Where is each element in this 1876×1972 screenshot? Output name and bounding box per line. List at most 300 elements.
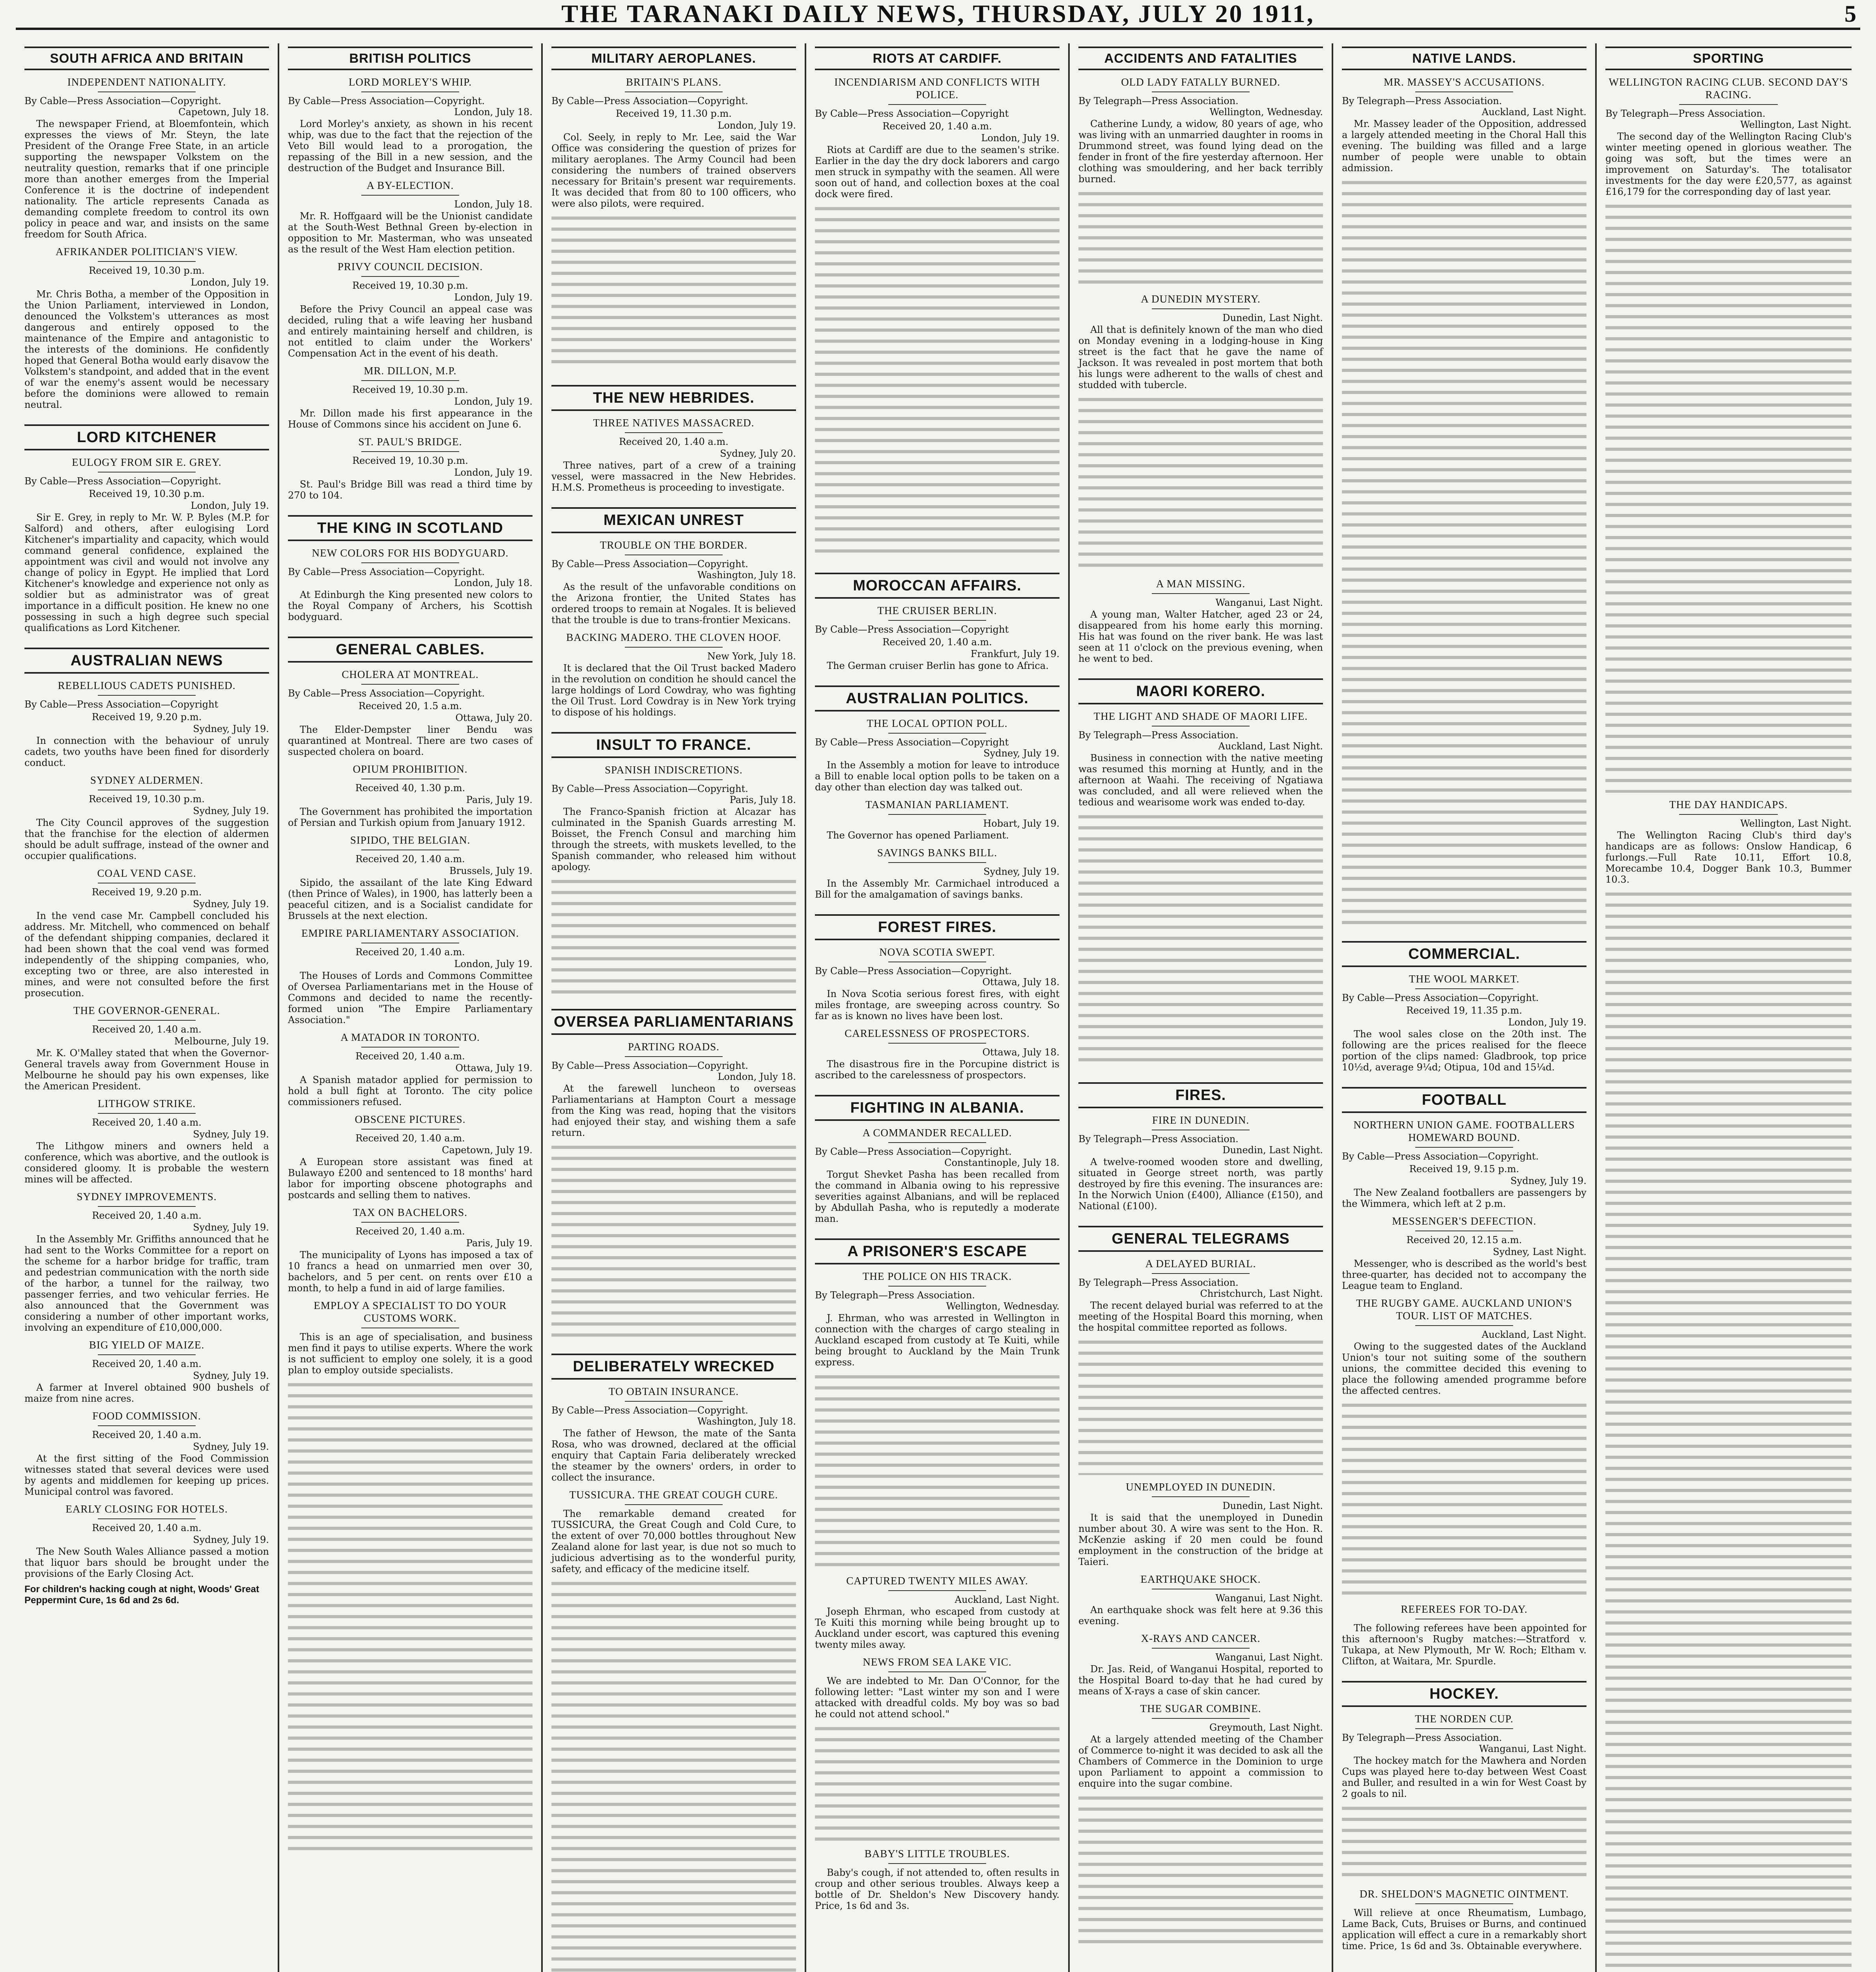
dateline: Dunedin, Last Night. (1222, 312, 1323, 323)
dateline: London, July 19. (454, 958, 533, 969)
story-subheading: THE GOVERNOR-GENERAL. (24, 1004, 269, 1021)
byline: By Telegraph—Press Association. (1605, 108, 1766, 119)
story-body: In connection with the behaviour of unruly cadets, two youths have been fined for disorderly conduct. (24, 735, 269, 768)
story-subheading: THE DAY HANDICAPS. (1605, 798, 1852, 815)
received-line: Received 19, 10.30 p.m. (89, 265, 205, 276)
received-line: Received 20, 1.40 a.m. (355, 853, 465, 865)
dateline: London, July 19. (718, 120, 796, 131)
story-body: Sir E. Grey, in reply to Mr. W. P. Byles (M.P. for Salford) and others, after eulogising Lord Kitchener's impartiality and capacity, which would command general confidence, explained the appointment was civil and would not involve any change of policy in Egypt. He implied that Lord Kitchener's knowledge and experience not only as soldier but as administrator was of great importance in a difficult position. He knew no one possessing in such a high degree such special qualifications as Lord Kitchener. (24, 512, 269, 633)
story-body: This is an age of specialisation, and business men find it pays to utilise experts. Where the work is not sufficient to employ one solely, it is a good plan to employ outside specialists. (288, 1331, 533, 1376)
dateline: Sydney, July 19. (193, 1441, 269, 1452)
section-heading: SOUTH AFRICA AND BRITAIN (24, 47, 269, 70)
story-body: The second day of the Wellington Racing Club's winter meeting opened in glorious weather. The going was soft, but the times were an improvement on Saturday's. The totalisator investments for the day were £20,577, as against £16,179 for the corresponding day of last year. (1605, 131, 1852, 197)
byline: By Telegraph—Press Association. (1078, 1277, 1239, 1288)
byline: By Telegraph—Press Association. (815, 1290, 975, 1301)
story-body: Mr. Chris Botha, a member of the Opposition in the Union Parliament, interviewed in London, denounced the Volkstem's utterances as most dangerous and entirely opposed to the maintenance of the Empire and antagonistic to the interests of the dominions. He confidently hoped that General Botha would early disavow the Volkstem's standpoint, and added that in the event of war the enemy's assent would be necessary before the dominions were allowed to remain neutral. (24, 289, 269, 410)
story-body: Owing to the suggested dates of the Auckland Union's tour not suiting some of the southern unions, the committee decided this evening to place the following amended programme before the affected centres. (1342, 1341, 1586, 1396)
text-filler (1078, 394, 1323, 572)
dateline: Wellington, Wednesday. (946, 1301, 1059, 1312)
story-subheading: EARLY CLOSING FOR HOTELS. (24, 1503, 269, 1519)
story-subheading: OPIUM PROHIBITION. (288, 763, 533, 779)
story-subheading: THREE NATIVES MASSACRED. (551, 416, 796, 433)
story-subheading: A MAN MISSING. (1078, 577, 1323, 594)
text-filler (551, 213, 796, 371)
section-heading: THE KING IN SCOTLAND (288, 515, 533, 541)
section-heading: HOCKEY. (1342, 1681, 1586, 1707)
section-heading: ACCIDENTS AND FATALITIES (1078, 47, 1323, 70)
story-subheading: THE WOOL MARKET. (1342, 973, 1586, 989)
dateline: London, July 19. (191, 277, 269, 288)
text-filler (815, 1724, 1059, 1842)
received-line: Received 20, 1.40 a.m. (92, 1024, 202, 1035)
story-body: Business in connection with the native meeting was resumed this morning at Huntly, and in the afternoon at Waahi. The receiving of Ngatiawa was concluded, and all were relieved when the tedious and wearisome work was ended to-day. (1078, 753, 1323, 808)
dateline: New York, July 18. (707, 651, 796, 662)
column-5 (1070, 43, 1333, 1972)
dateline: Ottawa, July 18. (982, 977, 1059, 988)
story-body: At the farewell luncheon to overseas Parliamentarians at Hampton Court a message from the King was read, hoping that the visitors had enjoyed their stay, and wishing them a safe return. (551, 1083, 796, 1138)
story-body: It is declared that the Oil Trust backed Madero in the revolution on condition he should cancel the large holdings of Lord Cowdray, who was fighting the Oil Trust. Lord Cowdray is in New York trying to dispose of his holdings. (551, 663, 796, 718)
story-body: Col. Seely, in reply to Mr. Lee, said the War Office was considering the question of prizes for military aeroplanes. The Army Council had been considering the numbers of trained observers necessary for Britain's present war requirements. It was decided that from 80 to 100 officers, who were also pilots, were required. (551, 132, 796, 209)
story-body: The father of Hewson, the mate of the Santa Rosa, who was drowned, declared at the official enquiry that Captain Faria deliberately wrecked the steamer by the owners' orders, in order to collect the insurance. (551, 1428, 796, 1483)
section-heading: FIGHTING IN ALBANIA. (815, 1095, 1059, 1121)
story-subheading: MR. MASSEY'S ACCUSATIONS. (1342, 76, 1586, 92)
byline: By Cable—Press Association—Copyright. (24, 476, 221, 487)
story-body: Mr. Massey leader of the Opposition, addressed a largely attended meeting in the Choral Hall this evening. The building was filled and a large number of people were unable to obtain admission. (1342, 118, 1586, 174)
dateline: Capetown, July 18. (178, 106, 269, 118)
section-heading: OVERSEA PARLIAMENTARIANS (551, 1009, 796, 1035)
dateline: Brussels, July 19. (449, 865, 533, 876)
story-subheading: THE SUGAR COMBINE. (1078, 1702, 1323, 1719)
section-heading: LORD KITCHENER (24, 424, 269, 450)
story-subheading: BIG YIELD OF MAIZE. (24, 1339, 269, 1355)
dateline: Ottawa, July 19. (455, 1063, 533, 1074)
story-body: Three natives, part of a crew of a training vessel, were massacred in the New Hebrides. H.M.S. Prometheus is proceeding to investigate. (551, 460, 796, 493)
section-heading: MILITARY AEROPLANES. (551, 47, 796, 70)
dateline: Capetown, July 19. (442, 1145, 533, 1156)
dateline: Sydney, July 19. (193, 1370, 269, 1381)
dateline: Wellington, Last Night. (1740, 818, 1852, 829)
dateline: Constantinople, July 18. (944, 1157, 1059, 1168)
dateline: Auckland, Last Night. (1218, 741, 1323, 752)
section-heading: FOOTBALL (1342, 1087, 1586, 1113)
story-subheading: OBSCENE PICTURES. (288, 1113, 533, 1130)
dateline: Sydney, July 19. (193, 1222, 269, 1233)
received-line: Received 20, 12.15 a.m. (1406, 1234, 1522, 1246)
byline: By Cable—Press Association—Copyright. (551, 95, 748, 106)
story-subheading: FIRE IN DUNEDIN. (1078, 1114, 1323, 1130)
story-body: Will relieve at once Rheumatism, Lumbago, Lame Back, Cuts, Bruises or Burns, and continued application will effect a cure in a remarkably short time. Price, 1s 6d and 3s. Obtainable everywhere. (1342, 1907, 1586, 1951)
story-body: A twelve-roomed wooden store and dwelling, situated in George street north, was partly destroyed by fire this evening. The insurances are: In the Norwich Union (£400), Alliance (£150), and National (£100). (1078, 1156, 1323, 1212)
dateline: Sydney, July 19. (193, 805, 269, 816)
byline: By Cable—Press Association—Copyright. (551, 558, 748, 570)
story-body: In the Assembly Mr. Griffiths announced that he had sent to the Works Committee for a report on the scheme for a harbor bridge for traffic, tram and pedestrian communication with the north side of the harbor, a tunnel for the railway, two passenger ferries, and two vehicular ferries. He also announced that the Government was considering a number of other important works, involving an expenditure of £10,000,000. (24, 1234, 269, 1333)
text-filler (551, 1142, 796, 1339)
advertisement: For children's hacking cough at night, Woods' Great Peppermint Cure, 1s 6d and 2s 6d. (24, 1584, 260, 1606)
story-body: Torgut Shevket Pasha has been recalled from the command in Albania owing to his repressive severities against Albanians, and will be replaced by Abdullah Pasha, who is reputedly a moderate man. (815, 1169, 1059, 1224)
story-body: Dr. Jas. Reid, of Wanganui Hospital, reported to the Hospital Board to-day that he had cured by means of X-rays a case of skin cancer. (1078, 1664, 1323, 1697)
byline: By Cable—Press Association—Copyright. (288, 566, 485, 577)
received-line: Received 19, 10.30 p.m. (89, 488, 205, 499)
section-heading: FOREST FIRES. (815, 914, 1059, 940)
dateline: Wanganui, Last Night. (1479, 1743, 1586, 1754)
byline: By Telegraph—Press Association. (1342, 95, 1502, 106)
dateline: Ottawa, July 18. (982, 1047, 1059, 1058)
story-subheading: NORTHERN UNION GAME. FOOTBALLERS HOMEWARD BOUND. (1342, 1119, 1586, 1148)
story-body: Before the Privy Council an appeal case was decided, ruling that a wife leaving her husband and entirely maintaining herself and children, is not entitled to claim under the Workers' Compensation Act in the event of his death. (288, 304, 533, 359)
byline: By Cable—Press Association—Copyright (24, 699, 219, 710)
story-body: In the Assembly a motion for leave to introduce a Bill to enable local option polls to be taken on a day other than election day was talked out. (815, 760, 1059, 793)
story-subheading: EARTHQUAKE SHOCK. (1078, 1573, 1323, 1589)
story-body: Baby's cough, if not attended to, often results in croup and other serious troubles. Always keep a bottle of Dr. Sheldon's New Discovery handy. Price, 1s 6d and 3s. (815, 1867, 1059, 1911)
byline: By Cable—Press Association—Copyright. (288, 95, 485, 106)
story-body: All that is definitely known of the man who died on Monday evening in a lodging-house in King street is the fact that he gave the name of Jackson. It was revealed in post mortem that both his lungs were adherent to the walls of chest and studded with tubercle. (1078, 324, 1323, 390)
text-filler (815, 204, 1059, 558)
dateline: Christchurch, Last Night. (1200, 1288, 1323, 1299)
story-body: At Edinburgh the King presented new colors to the Royal Company of Archers, his Scottish bodyguard. (288, 589, 533, 622)
text-filler (1342, 1400, 1586, 1597)
story-body: The City Council approves of the suggestion that the franchise for the election of aldermen should be adult suffrage, instead of the owner and occupier qualifications. (24, 817, 269, 861)
dateline: London, July 18. (718, 1071, 796, 1082)
story-subheading: FOOD COMMISSION. (24, 1410, 269, 1426)
story-subheading: TO OBTAIN INSURANCE. (551, 1385, 796, 1402)
story-subheading: A MATADOR IN TORONTO. (288, 1031, 533, 1048)
story-subheading: EMPIRE PARLIAMENTARY ASSOCIATION. (288, 927, 533, 943)
section-heading: NATIVE LANDS. (1342, 47, 1586, 70)
dateline: Paris, July 19. (466, 1238, 533, 1249)
story-body: The German cruiser Berlin has gone to Africa. (827, 660, 1049, 671)
dateline: London, July 19. (454, 467, 533, 478)
story-body: The New Zealand footballers are passengers by the Wimmera, which left at 2 p.m. (1342, 1187, 1586, 1209)
dateline: London, July 18. (454, 106, 533, 118)
story-subheading: OLD LADY FATALLY BURNED. (1078, 76, 1323, 92)
byline: By Telegraph—Press Association. (1078, 1134, 1239, 1145)
dateline: Wanganui, Last Night. (1215, 1652, 1323, 1663)
story-body: The Houses of Lords and Commons Committee of Oversea Parliamentarians met in the House of Commons and decided to name the recently-formed union "The Empire Parliamentary Association." (288, 970, 533, 1025)
section-heading: GENERAL CABLES. (288, 637, 533, 663)
story-body: Messenger, who is described as the world's best three-quarter, has decided not to accompany the League team to England. (1342, 1258, 1586, 1291)
story-subheading: AFRIKANDER POLITICIAN'S VIEW. (24, 245, 269, 262)
story-body: The Lithgow miners and owners held a conference, which was abortive, and the outlook is considered gloomy. It is probable the western mines will be affected. (24, 1141, 269, 1185)
story-subheading: SAVINGS BANKS BILL. (815, 846, 1059, 863)
text-filler (551, 876, 796, 995)
section-heading: BRITISH POLITICS (288, 47, 533, 70)
column-2 (279, 43, 543, 1972)
dateline: Melbourne, July 19. (174, 1036, 269, 1047)
columns (16, 43, 1860, 1972)
section-heading: MAORI KORERO. (1078, 678, 1323, 704)
byline: By Cable—Press Association—Copyright (815, 108, 1009, 119)
story-subheading: LORD MORLEY'S WHIP. (288, 76, 533, 92)
dateline: Greymouth, Last Night. (1209, 1722, 1323, 1733)
story-subheading: A DELAYED BURIAL. (1078, 1257, 1323, 1274)
story-subheading: BRITAIN'S PLANS. (551, 76, 796, 92)
section-heading: AUSTRALIAN NEWS (24, 648, 269, 674)
story-body: The wool sales close on the 20th inst. The following are the prices realised for the fleece portion of the clips named: Gladbrook, top price 10½d, average 9¼d; Otipua, 10d and 15¼d. (1342, 1029, 1586, 1073)
dateline: Frankfurt, July 19. (970, 648, 1059, 659)
story-body: A young man, Walter Hatcher, aged 23 or 24, disappeared from his home early this morning. His hat was found on the river bank. He was last seen at 11 o'clock on the previous evening, when he went to bed. (1078, 609, 1323, 664)
section-heading: AUSTRALIAN POLITICS. (815, 685, 1059, 711)
column-3 (543, 43, 806, 1972)
story-subheading: A COMMANDER RECALLED. (815, 1126, 1059, 1143)
column-7 (1597, 43, 1860, 1972)
story-body: It is said that the unemployed in Dunedin number about 30. A wire was sent to the Hon. R. McKenzie asking if 20 men could be found employment in the construction of the bridge at Taieri. (1078, 1512, 1323, 1567)
section-heading: GENERAL TELEGRAMS (1078, 1226, 1323, 1252)
dateline: Ottawa, July 20. (455, 712, 533, 723)
received-line: Received 20, 1.40 a.m. (355, 1051, 465, 1062)
story-body: At a largely attended meeting of the Chamber of Commerce to-night it was decided to ask all the Chambers of Commerce in the Dominion to urge upon Parliament to appoint a commission to enquire into the sugar combine. (1078, 1734, 1323, 1789)
byline: By Cable—Press Association—Copyright. (1342, 1151, 1539, 1162)
story-body: Lord Morley's anxiety, as shown in his recent whip, was due to the fact that the rejection of the Veto Bill would lead to a prorogation, the repassing of the Bill in a new session, and the destruction of the Budget and Insurance Bill. (288, 118, 533, 174)
byline: By Telegraph—Press Association. (1342, 1732, 1502, 1743)
dateline: Washington, July 18. (697, 570, 796, 581)
dateline: London, July 19. (981, 133, 1059, 144)
section-heading: INSULT TO FRANCE. (551, 732, 796, 758)
story-subheading: THE CRUISER BERLIN. (815, 604, 1059, 621)
received-line: Received 20, 1.40 a.m. (92, 1429, 202, 1440)
text-filler (1342, 1803, 1586, 1882)
dateline: London, July 18. (454, 199, 533, 210)
story-body: In the vend case Mr. Campbell concluded his address. Mr. Mitchell, who commenced on behalf of the defendant shipping companies, declared it had been shown that the coal vend was formed independently of the shipping companies, who, excepting two or three, are also interested in mines, and were not consulted before the first prosecution. (24, 910, 269, 999)
story-body: The recent delayed burial was referred to at the meeting of the Hospital Board this morning, when the hospital committee reported as follows. (1078, 1300, 1323, 1333)
story-subheading: X-RAYS AND CANCER. (1078, 1632, 1323, 1649)
story-subheading: EULOGY FROM SIR E. GREY. (24, 456, 269, 472)
received-line: Received 20, 1.40 a.m. (355, 1133, 465, 1144)
masthead-title: THE TARANAKI DAILY NEWS, THURSDAY, JULY 20 1911, (561, 0, 1315, 28)
dateline: Wanganui, Last Night. (1215, 597, 1323, 608)
received-line: Received 20, 1.40 a.m. (882, 637, 992, 648)
section-heading: THE NEW HEBRIDES. (551, 385, 796, 411)
story-body: The New South Wales Alliance passed a motion that liquor bars should be brought under the provisions of the Early Closing Act. (24, 1546, 269, 1579)
story-body: A farmer at Inverel obtained 900 bushels of maize from nine acres. (24, 1382, 269, 1404)
story-subheading: THE NORDEN CUP. (1342, 1712, 1586, 1729)
dateline: Dunedin, Last Night. (1222, 1500, 1323, 1511)
story-subheading: REBELLIOUS CADETS PUNISHED. (24, 679, 269, 696)
story-subheading: THE LOCAL OPTION POLL. (815, 717, 1059, 734)
received-line: Received 19, 10.30 p.m. (352, 280, 468, 291)
story-subheading: MR. DILLON, M.P. (288, 364, 533, 381)
text-filler (1605, 889, 1852, 1972)
story-subheading: PRIVY COUNCIL DECISION. (288, 260, 533, 277)
story-subheading: TUSSICURA. THE GREAT COUGH CURE. (551, 1488, 796, 1505)
dateline: Paris, July 19. (466, 794, 533, 805)
story-body: The municipality of Lyons has imposed a tax of 10 francs a head on unmarried men over 30, bachelors, and 5 per cent. on rents over £10 a month, to help a fund in aid of large families. (288, 1249, 533, 1294)
text-filler (1342, 177, 1586, 927)
story-subheading: NOVA SCOTIA SWEPT. (815, 946, 1059, 962)
story-subheading: CAPTURED TWENTY MILES AWAY. (815, 1574, 1059, 1591)
dateline: London, July 18. (454, 577, 533, 588)
story-subheading: TAX ON BACHELORS. (288, 1206, 533, 1223)
byline: By Telegraph—Press Association. (1078, 95, 1239, 106)
received-line: Received 20, 1.40 a.m. (92, 1210, 202, 1221)
story-subheading: SPANISH INDISCRETIONS. (551, 764, 796, 780)
text-filler (1078, 812, 1323, 1068)
dateline: Washington, July 18. (697, 1416, 796, 1427)
section-heading: DELIBERATELY WRECKED (551, 1354, 796, 1380)
story-body: Joseph Ehrman, who escaped from custody at Te Kuiti this morning while being brought up to Auckland under escort, was captured this evening twenty miles away. (815, 1606, 1059, 1650)
story-body: The Government has prohibited the importation of Persian and Turkish opium from January 1912. (288, 806, 533, 828)
story-body: A European store assistant was fined at Bulawayo £200 and sentenced to 18 months' hard labor for importing obscene photographs and postcards and selling them to natives. (288, 1156, 533, 1201)
received-line: Received 20, 1.40 a.m. (92, 1522, 202, 1533)
section-heading: FIRES. (1078, 1082, 1323, 1108)
dateline: Auckland, Last Night. (1482, 106, 1586, 118)
text-filler (1078, 1337, 1323, 1475)
dateline: Dunedin, Last Night. (1222, 1145, 1323, 1156)
text-filler (551, 1578, 796, 1972)
story-body: The newspaper Friend, at Bloemfontein, which expresses the views of Mr. Steyn, the late President of the Orange Free State, in an article supporting the newspaper Volkstem on the neutrality question, remarks that if one principle more than another emerges from the Imperial Conference it is the doctrine of independent nationality. The article represents Canada as demanding complete freedom to control its own policy in peace and war, and insists on the same freedom for South Africa. (24, 118, 269, 240)
byline: By Cable—Press Association—Copyright (815, 737, 1009, 748)
dateline: Auckland, Last Night. (955, 1594, 1059, 1605)
byline: By Cable—Press Association—Copyright. (288, 688, 485, 699)
received-line: Received 20, 1.40 a.m. (92, 1358, 202, 1369)
story-body: Sipido, the assailant of the late King Edward (then Prince of Wales), in 1900, has latterly been a peaceful citizen, and is a Socialist candidate for Brussels at the next election. (288, 877, 533, 921)
text-filler (1605, 201, 1852, 793)
byline: By Telegraph—Press Association. (1078, 730, 1239, 741)
received-line: Received 40, 1.30 p.m. (355, 782, 465, 794)
story-subheading: PARTING ROADS. (551, 1040, 796, 1057)
story-body: An earthquake shock was felt here at 9.36 this evening. (1078, 1604, 1323, 1627)
story-subheading: NEWS FROM SEA LAKE VIC. (815, 1656, 1059, 1672)
dateline: Auckland, Last Night. (1482, 1329, 1586, 1340)
story-subheading: LITHGOW STRIKE. (24, 1097, 269, 1114)
story-subheading: CARELESSNESS OF PROSPECTORS. (815, 1027, 1059, 1044)
dateline: Hobart, July 19. (983, 818, 1059, 829)
story-subheading: SYDNEY IMPROVEMENTS. (24, 1190, 269, 1207)
story-body: As the result of the unfavorable conditions on the Arizona frontier, the United States has ordered troops to remain at Nogales. It is believed that the trouble is due to trans-frontier Mexicans. (551, 581, 796, 626)
received-line: Received 19, 9.15 p.m. (1409, 1163, 1519, 1175)
byline: By Cable—Press Association—Copyright (815, 624, 1009, 635)
received-line: Received 19, 10.30 p.m. (352, 384, 468, 395)
story-subheading: SYDNEY ALDERMEN. (24, 774, 269, 790)
story-body: At the first sitting of the Food Commission witnesses stated that several devices were used by agents and middlemen for keeping up prices. Municipal control was favored. (24, 1453, 269, 1497)
story-subheading: THE POLICE ON HIS TRACK. (815, 1270, 1059, 1287)
story-body: The Elder-Dempster liner Bendu was quarantined at Montreal. There are two cases of suspected cholera on board. (288, 724, 533, 757)
story-body: The following referees have been appointed for this afternoon's Rugby matches:—Stratford v. Tukapa, at New Plymouth, Mr W. Roch; Eltham v. Clifton, at Waitara, Mr. Spurdle. (1342, 1623, 1586, 1667)
received-line: Received 19, 9.20 p.m. (92, 711, 202, 723)
story-body: The Governor has opened Parliament. (827, 830, 1009, 841)
story-body: The Franco-Spanish friction at Alcazar has culminated in the Spanish Guards arresting M. Boisset, the French Consul and marching him through the streets, with muskets levelled, to the Spanish commander, who released him without apology. (551, 806, 796, 872)
section-heading: A PRISONER'S ESCAPE (815, 1238, 1059, 1264)
dateline: Sydney, July 19. (193, 723, 269, 734)
story-subheading: THE LIGHT AND SHADE OF MAORI LIFE. (1078, 710, 1323, 726)
story-subheading: TASMANIAN PARLIAMENT. (815, 798, 1059, 815)
received-line: Received 20, 1.40 a.m. (92, 1117, 202, 1128)
story-subheading: A BY-ELECTION. (288, 179, 533, 196)
section-heading: RIOTS AT CARDIFF. (815, 47, 1059, 70)
story-body: We are indebted to Mr. Dan O'Connor, for the following letter: "Last winter my son and I were attacked with dreadful colds. My boy was so bad he could not attend school." (815, 1675, 1059, 1720)
received-line: Received 19, 11.30 p.m. (616, 108, 732, 119)
byline: By Cable—Press Association—Copyright. (551, 783, 748, 794)
byline: By Cable—Press Association—Copyright. (551, 1060, 748, 1071)
byline: By Cable—Press Association—Copyright. (24, 95, 221, 106)
received-line: Received 19, 11.35 p.m. (1406, 1005, 1522, 1016)
dateline: London, July 19. (454, 396, 533, 407)
section-heading: MOROCCAN AFFAIRS. (815, 573, 1059, 599)
dateline: London, July 19. (454, 292, 533, 303)
received-line: Received 20, 1.40 a.m. (355, 947, 465, 958)
story-body: The disastrous fire in the Porcupine district is ascribed to the carelessness of prospectors. (815, 1059, 1059, 1081)
column-1 (16, 43, 279, 1972)
masthead (16, 0, 1860, 30)
story-body: Mr. Dillon made his first appearance in the House of Commons since his accident on June 6. (288, 408, 533, 430)
dateline: London, July 19. (1508, 1017, 1586, 1028)
received-line: Received 19, 10.30 p.m. (352, 455, 468, 466)
text-filler (288, 1380, 533, 1853)
story-subheading: NEW COLORS FOR HIS BODYGUARD. (288, 547, 533, 563)
dateline: Sydney, July 19. (983, 748, 1059, 759)
story-body: St. Paul's Bridge Bill was read a third time by 270 to 104. (288, 479, 533, 501)
received-line: Received 20, 1.40 a.m. (882, 121, 992, 132)
story-subheading: BABY'S LITTLE TROUBLES. (815, 1847, 1059, 1864)
story-body: Mr. R. Hoffgaard will be the Unionist candidate at the South-West Bethnal Green by-election in opposition to Mr. Masterman, who was unseated as the result of the West Ham election petition. (288, 211, 533, 255)
section-heading: COMMERCIAL. (1342, 941, 1586, 967)
dateline: Wellington, Last Night. (1740, 119, 1852, 130)
dateline: Sydney, July 19. (193, 898, 269, 909)
story-subheading: DR. SHELDON'S MAGNETIC OINTMENT. (1342, 1888, 1586, 1904)
story-subheading: UNEMPLOYED IN DUNEDIN. (1078, 1481, 1323, 1497)
story-body: Catherine Lundy, a widow, 80 years of age, who was living with an unmarried daughter in rooms in Drummond street, was found lying dead on the fender in front of the fire yesterday afternoon. Her clothing was smouldering, and her back terribly burned. (1078, 118, 1323, 185)
story-subheading: EMPLOY A SPECIALIST TO DO YOUR CUSTOMS WORK. (288, 1299, 533, 1328)
story-subheading: REFEREES FOR TO-DAY. (1342, 1603, 1586, 1619)
dateline: Wanganui, Last Night. (1215, 1593, 1323, 1604)
story-subheading: TROUBLE ON THE BORDER. (551, 539, 796, 555)
dateline: Paris, July 18. (729, 794, 796, 805)
section-heading: SPORTING (1605, 47, 1852, 70)
text-filler (1078, 189, 1323, 287)
story-body: In Nova Scotia serious forest fires, with eight miles frontage, are sweeping across country. So far as is known no lives have been lost. (815, 988, 1059, 1021)
column-4 (806, 43, 1070, 1972)
story-subheading: CHOLERA AT MONTREAL. (288, 668, 533, 685)
text-filler (1078, 1793, 1323, 1951)
story-subheading: SIPIDO, THE BELGIAN. (288, 834, 533, 850)
page-number: 5 (1844, 1, 1856, 27)
dateline: Sydney, Last Night. (1493, 1246, 1586, 1257)
story-subheading: THE RUGBY GAME. AUCKLAND UNION'S TOUR. LIST OF MATCHES. (1342, 1297, 1586, 1326)
byline: By Cable—Press Association—Copyright. (815, 1146, 1012, 1157)
story-subheading: ST. PAUL'S BRIDGE. (288, 435, 533, 452)
story-subheading: INDEPENDENT NATIONALITY. (24, 76, 269, 92)
story-body: Riots at Cardiff are due to the seamen's strike. Earlier in the day the dry dock laborers and cargo men struck in sympathy with the seamen. All were soon out of hand, and collection boxes at the coal dock were fired. (815, 144, 1059, 200)
story-body: J. Ehrman, who was arrested in Wellington in connection with the charges of cargo stealing in Auckland escaped from custody at Te Kuiti, while being brought to Auckland by the Main Trunk express. (815, 1313, 1059, 1368)
dateline: Sydney, July 19. (1510, 1175, 1586, 1186)
story-subheading: A DUNEDIN MYSTERY. (1078, 293, 1323, 309)
byline: By Cable—Press Association—Copyright. (815, 965, 1012, 977)
byline: By Cable—Press Association—Copyright. (1342, 992, 1539, 1003)
story-body: A Spanish matador applied for permission to hold a bull fight at Toronto. The city police commissioners refused. (288, 1074, 533, 1107)
dateline: Sydney, July 20. (720, 448, 796, 459)
section-heading: MEXICAN UNREST (551, 507, 796, 533)
received-line: Received 19, 9.20 p.m. (92, 887, 202, 898)
received-line: Received 20, 1.40 a.m. (619, 436, 729, 447)
story-subheading: INCENDIARISM AND CONFLICTS WITH POLICE. (815, 76, 1059, 105)
story-subheading: MESSENGER'S DEFECTION. (1342, 1215, 1586, 1231)
story-body: The remarkable demand created for TUSSICURA, the Great Cough and Cold Cure, to the extent of over 70,000 bottles throughout New Zealand alone for last year, is due not so much to judicious advertising as to the wonderful purity, safety, and efficacy of the medicine itself. (551, 1508, 796, 1574)
column-6 (1333, 43, 1597, 1972)
story-subheading: COAL VEND CASE. (24, 867, 269, 883)
received-line: Received 19, 10.30 p.m. (89, 794, 205, 805)
dateline: Wellington, Wednesday. (1209, 106, 1323, 118)
story-subheading: BACKING MADERO. THE CLOVEN HOOF. (551, 631, 796, 648)
dateline: Sydney, July 19. (193, 1534, 269, 1545)
story-subheading: WELLINGTON RACING CLUB. SECOND DAY'S RACING. (1605, 76, 1852, 105)
received-line: Received 20, 1.5 a.m. (358, 700, 462, 711)
dateline: London, July 19. (191, 500, 269, 511)
dateline: Sydney, July 19. (983, 866, 1059, 877)
byline: By Cable—Press Association—Copyright. (551, 1405, 748, 1416)
story-body: In the Assembly Mr. Carmichael introduced a Bill for the amalgamation of savings banks. (815, 878, 1059, 900)
story-body: Mr. K. O'Malley stated that when the Governor-General travels away from Government House in Melbourne he should pay his own expenses, like the American President. (24, 1048, 269, 1092)
text-filler (815, 1372, 1059, 1569)
story-body: The hockey match for the Mawhera and Norden Cups was played here to-day between West Coast and Buller, and resulted in a win for West Coast by 2 goals to nil. (1342, 1755, 1586, 1799)
